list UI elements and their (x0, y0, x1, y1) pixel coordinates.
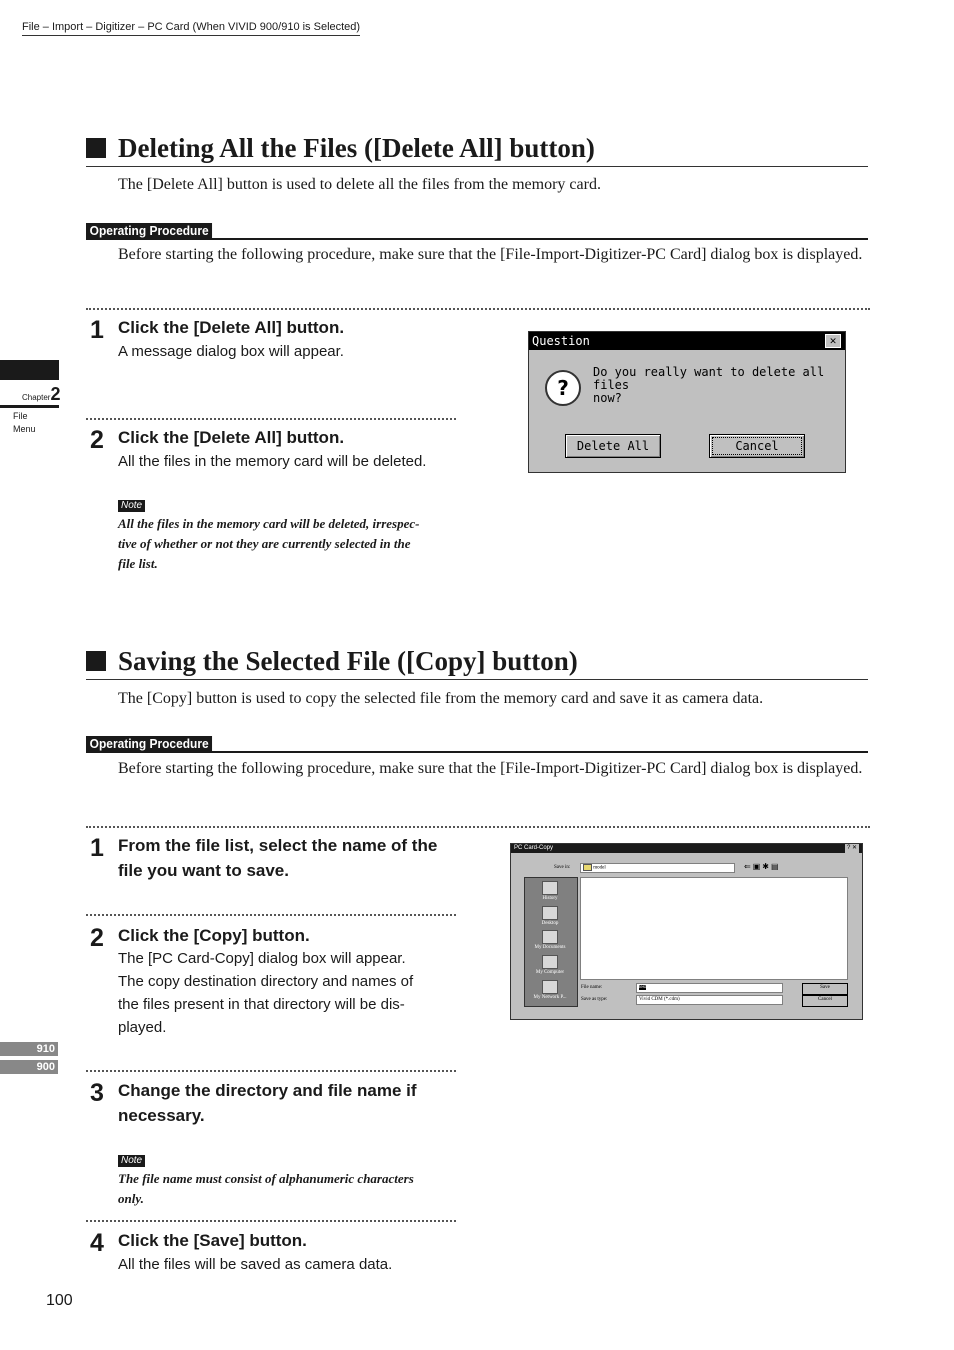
square-bullet-icon (86, 138, 106, 158)
step-desc: All the files in the memory card will be deleted. (118, 453, 427, 470)
cancel-button[interactable]: Cancel (802, 995, 848, 1007)
file-list[interactable] (580, 877, 848, 980)
section1-before-text: Before starting the following procedure, make sure that the [File-Import-Digitizer-PC Card] dialog box is displayed. (118, 246, 863, 263)
chapter-word: Chapter2 (22, 384, 61, 404)
model-tag-900: 900 (0, 1060, 58, 1074)
dotted-divider (86, 826, 870, 828)
section2-before-text: Before starting the following procedure, make sure that the [File-Import-Digitizer-PC Card] dialog box is displayed. (118, 760, 863, 777)
dotted-divider (86, 914, 456, 916)
history-icon (542, 881, 558, 895)
step-title: Click the [Save] button. (118, 1231, 307, 1250)
desktop-icon (542, 906, 558, 920)
note-label: Note (118, 500, 145, 512)
places-history[interactable]: History (528, 881, 572, 901)
title-buttons[interactable]: ? ✕ (846, 845, 857, 851)
computer-icon (542, 955, 558, 969)
running-head: File – Import – Digitizer – PC Card (When VIVID 900/910 is Selected) (22, 21, 360, 36)
places-my-documents[interactable]: My Documents (528, 930, 572, 950)
step-number: 1 (90, 316, 104, 344)
section1-intro: The [Delete All] button is used to delete all the files from the memory card. (118, 176, 601, 193)
section1-title: Deleting All the Files ([Delete All] button) (86, 132, 868, 167)
save-type-label: Save as type: (581, 997, 608, 1002)
step-title: From the file list, select the name of the file you want to save. (118, 836, 438, 880)
file-name-label: File name: (581, 985, 603, 990)
dotted-divider (86, 418, 456, 420)
section1-op-bar (86, 224, 868, 240)
step-number: 3 (90, 1079, 104, 1107)
save-button[interactable]: Save (802, 983, 848, 995)
note-label: Note (118, 1155, 145, 1167)
section2-op-bar (86, 737, 868, 753)
operating-procedure-label: Operating Procedure (86, 223, 212, 239)
save-in-dropdown[interactable]: model (580, 863, 735, 873)
operating-procedure-label: Operating Procedure (86, 736, 212, 752)
dialog-message: Do you really want to delete all files now? (593, 365, 825, 405)
delete-all-button[interactable]: Delete All (565, 434, 661, 458)
file-name-input[interactable]: test (636, 983, 783, 993)
places-my-network[interactable]: My Network P... (528, 980, 572, 1000)
dialog-title-bar (511, 844, 862, 853)
section2-title: Saving the Selected File ([Copy] button) (86, 645, 868, 680)
step-title: Click the [Delete All] button. (118, 318, 345, 337)
step-desc: A message dialog box will appear. (118, 343, 344, 360)
network-icon (542, 980, 558, 994)
step-title: Click the [Delete All] button. (118, 428, 345, 447)
cancel-button[interactable]: Cancel (709, 434, 805, 458)
toolbar-icons[interactable]: ⇐ ▣ ✱ ▤ (744, 862, 779, 871)
section2-intro: The [Copy] button is used to copy the selected file from the memory card and save it as camera data. (118, 690, 764, 707)
step-title: Change the directory and file name if necessary. (118, 1081, 417, 1125)
save-in-label: Save in: (554, 865, 571, 870)
close-icon[interactable]: ✕ (825, 334, 841, 348)
step-desc: All the files will be saved as camera data. (118, 1256, 393, 1273)
question-dialog (528, 331, 846, 473)
page-number: 100 (46, 1292, 73, 1309)
dotted-divider (86, 1220, 456, 1222)
folder-icon (583, 864, 592, 871)
dialog-title-bar (529, 332, 845, 350)
step-number: 2 (90, 924, 104, 952)
save-type-dropdown[interactable]: Vivid CDM (*.cdm) (636, 995, 783, 1005)
note-text: The file name must consist of alphanumeric characters only. (118, 1171, 414, 1206)
chapter-number: 2 (50, 384, 61, 404)
dialog-title: Question (532, 334, 590, 348)
square-bullet-icon (86, 651, 106, 671)
chapter-tab-block (0, 360, 59, 380)
step-number: 2 (90, 426, 104, 454)
places-desktop[interactable]: Desktop (528, 906, 572, 926)
section-tab: File Menu (13, 411, 36, 434)
step-title: Click the [Copy] button. (118, 926, 310, 945)
dialog-title: PC Card-Copy (514, 845, 554, 851)
step-number: 1 (90, 834, 104, 862)
model-tag-910: 910 (0, 1042, 58, 1056)
step-desc: The [PC Card-Copy] dialog box will appear. The copy destination directory and names of the files present in that directory will be dis- played. (118, 950, 414, 1036)
chapter-tab-line (0, 405, 59, 408)
note-text: All the files in the memory card will be deleted, irrespec- tive of whether or not they are currently selected in the file list. (118, 516, 420, 571)
dotted-divider (86, 308, 870, 310)
documents-icon (542, 930, 558, 944)
question-icon: ? (545, 370, 581, 406)
step-number: 4 (90, 1229, 104, 1257)
places-my-computer[interactable]: My Computer (528, 955, 572, 975)
dotted-divider (86, 1070, 456, 1072)
